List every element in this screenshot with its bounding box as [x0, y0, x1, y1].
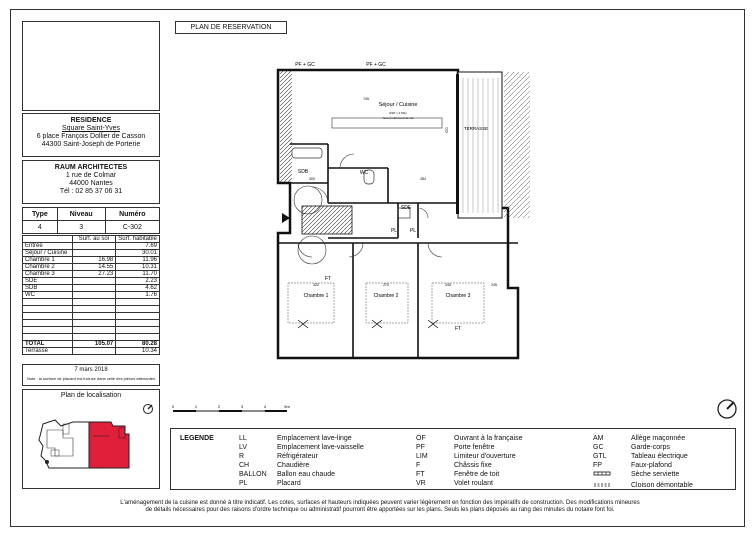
surface-room — [23, 327, 73, 334]
col-habitable-header: Surf. habitable — [116, 236, 160, 243]
scale-bar — [170, 403, 295, 419]
lot-level: 3 — [57, 221, 105, 234]
legend-item — [593, 470, 693, 481]
legend-text: Fenêtre de toit — [454, 471, 500, 478]
room-sejour-note: hors revêtement de sol — [382, 116, 414, 120]
terrace-guardrail — [456, 74, 459, 214]
surface-hab: 1.76 — [116, 292, 160, 299]
legend-text: Réfrigérateur — [277, 453, 318, 460]
disclaimer — [60, 500, 700, 514]
legend-text: Sèche serviette — [631, 471, 680, 478]
legend-text: Chaudière — [277, 462, 310, 469]
architect-name: RAUM ARCHITECTES — [54, 164, 128, 171]
lot-header-number: Numéro — [105, 208, 159, 221]
legend-code — [593, 481, 631, 492]
label-pl-2: PL — [409, 228, 417, 234]
legend-code: PF — [416, 444, 425, 451]
scale-tick-0: 0 — [171, 404, 175, 409]
bed-outlines — [288, 283, 484, 323]
location-map — [33, 416, 153, 476]
terrace-value: 10.34 — [116, 348, 160, 355]
surface-floor — [72, 299, 116, 306]
legend-item — [416, 443, 522, 452]
legend-code: AM — [593, 435, 604, 442]
page-title: PLAN DE RESERVATION — [175, 21, 287, 34]
architect-address1: 1 rue de Colmar — [65, 172, 117, 179]
surface-row — [23, 327, 160, 334]
legend-code: LL — [239, 435, 247, 442]
legend-text: Porte fenêtre — [454, 444, 495, 451]
surface-row — [23, 299, 160, 306]
legend-column-3 — [593, 434, 693, 492]
dim-270: 270 — [383, 283, 389, 287]
legend-item — [239, 443, 364, 452]
surface-row — [23, 264, 160, 271]
surface-room — [23, 299, 73, 306]
legend-text: Volet roulant — [454, 480, 493, 487]
dim-300: 300 — [309, 177, 315, 181]
exterior-hatch — [504, 72, 530, 218]
legend-text: Emplacement lave-vaisselle — [277, 444, 364, 451]
surface-row — [23, 278, 160, 285]
legend-item — [416, 434, 522, 443]
total-label: TOTAL — [23, 341, 73, 348]
legend-item — [593, 443, 693, 452]
surface-row — [23, 306, 160, 313]
legend-code: VR — [416, 480, 426, 487]
surface-row — [23, 313, 160, 320]
dim-245-b: 245 — [491, 283, 497, 287]
residence-address2: 44300 Saint-Joseph de Porterie — [41, 141, 141, 148]
legend-box — [170, 428, 736, 490]
location-title: Plan de localisation — [60, 392, 122, 399]
surface-floor — [72, 327, 116, 334]
legend-item — [239, 461, 364, 470]
surface-row — [23, 250, 160, 257]
residence-info — [22, 113, 160, 157]
surface-row — [23, 271, 160, 278]
label-gc: GC — [444, 127, 449, 133]
surface-room — [23, 313, 73, 320]
surface-row — [23, 320, 160, 327]
surface-room: Chambre 1 — [23, 257, 73, 264]
label-ft-2: FT — [324, 276, 332, 282]
legend-item — [239, 479, 364, 488]
logo-area — [22, 21, 160, 111]
legend-item — [593, 434, 693, 443]
surface-room: WC — [23, 292, 73, 299]
surface-hab: 4.62 — [116, 285, 160, 292]
scale-tick-5: 5m — [284, 404, 290, 409]
bathtub — [292, 148, 322, 158]
legend-text: Ballon eau chaude — [277, 471, 335, 478]
surface-room — [23, 306, 73, 313]
plan-date: 7 mars 2018 — [74, 367, 108, 373]
legend-text: Allège maçonnée — [631, 435, 686, 442]
surface-hab — [116, 313, 160, 320]
surface-hab — [116, 299, 160, 306]
scale-tick-1: 1 — [194, 404, 198, 409]
legend-text: Châssis fixe — [454, 462, 492, 469]
terrace — [458, 72, 502, 218]
room-chambre-2: Chambre 2 — [373, 293, 399, 299]
architect-phone: Tél : 02 85 37 06 31 — [59, 188, 123, 195]
legend-item — [416, 452, 522, 461]
surface-floor — [72, 334, 116, 341]
surface-hab — [116, 320, 160, 327]
towel-dryer-icon — [593, 470, 611, 478]
room-sdb: SDB — [297, 169, 309, 175]
label-pl-1: PL — [390, 228, 398, 234]
legend-code: F — [416, 462, 421, 469]
surface-hab: 2.23 — [116, 278, 160, 285]
legend-code — [593, 470, 631, 481]
wall-hatch — [280, 70, 292, 182]
label-pfgc-2: PF + GC — [366, 62, 386, 68]
legend-item — [593, 481, 693, 492]
legend-text: Faux-plafond — [631, 462, 672, 469]
surface-note: Note : la surface de placard est incluse dans celle des pièces attenantes — [26, 376, 156, 381]
room-sejour-hsp: HSP = 2.50m — [389, 111, 407, 115]
surface-hab: 11.96 — [116, 257, 160, 264]
surface-hab: 11.70 — [116, 271, 160, 278]
surface-room — [23, 320, 73, 327]
disclaimer-line-1: L'aménagement de la cuisine est donné à titre indicatif. Les cotes, surfaces et hauteurs indiquées peuvent varier légèrement en fonction des impératifs de construction. Des modifications mineures — [120, 500, 640, 506]
surface-hab: 10.31 — [116, 264, 160, 271]
surface-hab — [116, 334, 160, 341]
lot-type: 4 — [23, 221, 58, 234]
room-chambre-1: Chambre 1 — [303, 293, 329, 299]
lot-number: C-302 — [105, 221, 159, 234]
surface-floor — [72, 306, 116, 313]
surfaces-table — [22, 235, 160, 355]
residence-address1: 6 place François Dollier de Casson — [36, 133, 146, 140]
surface-floor — [72, 292, 116, 299]
lot-table — [22, 207, 160, 234]
legend-title: LEGENDE — [180, 435, 214, 442]
residence-label: RESIDENCE — [70, 117, 112, 124]
legend-code: PL — [239, 480, 248, 487]
date-note-box — [22, 364, 160, 386]
scale-tick-3: 3 — [240, 404, 244, 409]
lot-header-type: Type — [23, 208, 58, 221]
entry-hatch — [302, 206, 352, 234]
disclaimer-line-2: de détails nécessaires pour des raisons d'ordre technique ou administratif pourront être apportées sur les plans. Seuls les plans déposés au rang des minutes du notaire font foi. — [145, 507, 615, 513]
surface-row — [23, 257, 160, 264]
dim-745: 745 — [363, 97, 369, 101]
surface-room: Chambre 3 — [23, 271, 73, 278]
legend-item — [239, 470, 364, 479]
surface-floor: 27.23 — [72, 271, 116, 278]
legend-text: Cloison démontable — [631, 482, 693, 489]
surface-floor — [72, 285, 116, 292]
dim-320: 320 — [313, 283, 319, 287]
label-ft: FT — [454, 326, 462, 332]
legend-item — [239, 434, 364, 443]
surface-floor — [72, 313, 116, 320]
floor-plan — [268, 58, 540, 368]
surface-room: SDB — [23, 285, 73, 292]
legend-item — [239, 452, 364, 461]
surface-room: Entrée — [23, 243, 73, 250]
legend-code: FT — [416, 471, 425, 478]
location-box — [22, 389, 160, 489]
legend-text: Ouvrant à la française — [454, 435, 523, 442]
legend-text: Emplacement lave-linge — [277, 435, 352, 442]
surface-row — [23, 243, 160, 250]
surface-room — [23, 334, 73, 341]
lot-header-level: Niveau — [57, 208, 105, 221]
legend-column-2 — [416, 434, 522, 488]
legend-item — [593, 452, 693, 461]
legend-item — [593, 461, 693, 470]
legend-code: R — [239, 453, 245, 460]
legend-item — [416, 470, 522, 479]
legend-column-1 — [239, 434, 364, 488]
legend-code: OF — [416, 435, 426, 442]
legend-item — [416, 461, 522, 470]
surface-floor: 16.98 — [72, 257, 116, 264]
legend-text: Tableau électrique — [631, 453, 688, 460]
legend-code: GC — [593, 444, 604, 451]
surface-row — [23, 292, 160, 299]
legend-item — [416, 479, 522, 488]
surface-floor — [72, 243, 116, 250]
surface-hab — [116, 327, 160, 334]
total-floor: 105.07 — [72, 341, 116, 348]
surface-floor: 14.55 — [72, 264, 116, 271]
legend-code: LIM — [416, 453, 428, 460]
legend-code: BALLON — [239, 471, 267, 478]
surface-hab: 30.01 — [116, 250, 160, 257]
room-chambre-3: Chambre 3 — [445, 293, 471, 299]
surface-hab: 7.69 — [116, 243, 160, 250]
legend-code: GTL — [593, 453, 607, 460]
legend-code: FP — [593, 462, 602, 469]
room-sejour: Séjour / Cuisine — [378, 102, 418, 108]
surface-floor — [72, 250, 116, 257]
legend-text: Limiteur d'ouverture — [454, 453, 516, 460]
room-terrasse: TERRASSE — [463, 126, 489, 131]
windows — [298, 320, 438, 328]
surface-row — [23, 285, 160, 292]
removable-partition-icon — [593, 481, 611, 489]
architect-info — [22, 160, 160, 204]
legend-code: LV — [239, 444, 248, 451]
surface-room: Séjour / Cuisine — [23, 250, 73, 257]
surface-room: Chambre 2 — [23, 264, 73, 271]
room-wc: WC — [359, 170, 369, 176]
label-pfgc-1: PF + GC — [295, 62, 315, 68]
surface-floor — [72, 320, 116, 327]
room-sde: SDE — [400, 205, 412, 211]
surface-row — [23, 334, 160, 341]
terrace-label: Terrasse — [23, 348, 73, 355]
surface-floor — [72, 278, 116, 285]
dim-284: 284 — [420, 177, 426, 181]
architect-address2: 44000 Nantes — [69, 180, 113, 187]
scale-tick-2: 2 — [217, 404, 221, 409]
scale-tick-4: 4 — [263, 404, 267, 409]
dim-245-a: 245 — [445, 283, 451, 287]
legend-code: CH — [239, 462, 250, 469]
legend-text: Garde-corps — [631, 444, 670, 451]
surface-room: SDE — [23, 278, 73, 285]
col-floor-header: Surf. au sol — [72, 236, 116, 243]
total-habitable: 80.28 — [116, 341, 160, 348]
north-arrow-icon — [142, 403, 154, 415]
compass-icon — [716, 398, 738, 420]
residence-name: Square Saint-Yves — [62, 125, 120, 132]
legend-text: Placard — [277, 480, 301, 487]
surface-hab — [116, 306, 160, 313]
